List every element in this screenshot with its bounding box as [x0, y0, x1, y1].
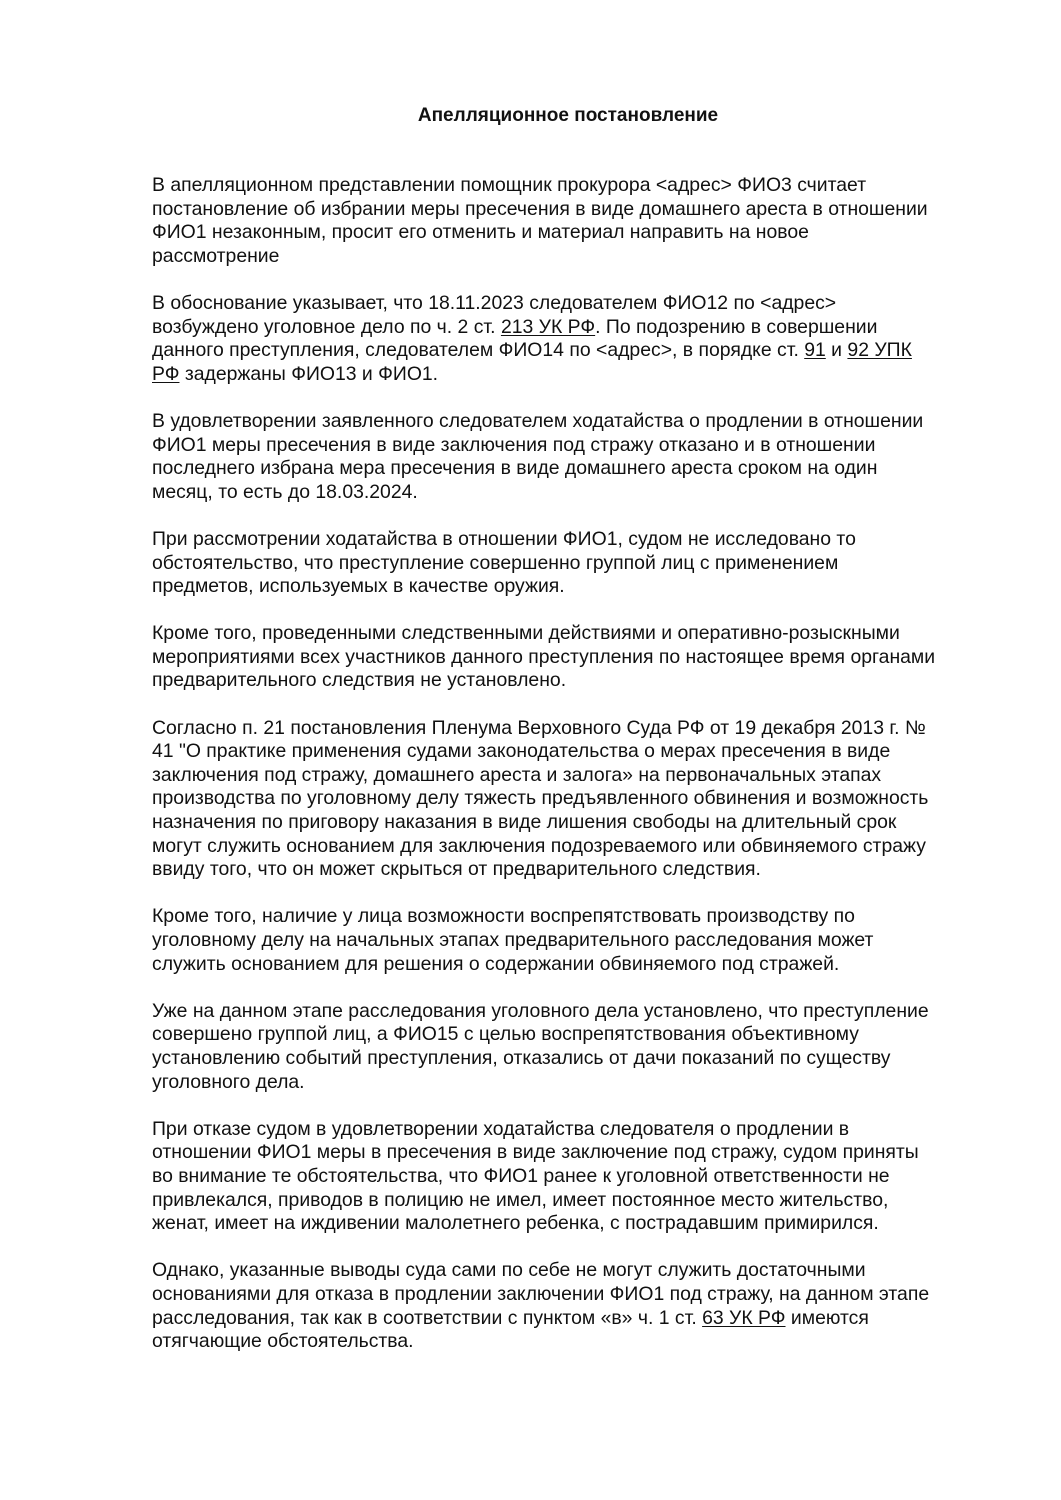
- text-fragment: . По подозрению в совершении: [595, 315, 878, 338]
- paragraph-established-facts: [152, 1000, 982, 1094]
- text-fragment: возбуждено уголовное дело по ч. 2 ст.: [152, 315, 501, 338]
- text-line: уголовному делу на начальных этапах предварительного расследования может: [152, 929, 874, 951]
- paragraph-grounds: [152, 292, 982, 386]
- document-title: Апелляционное постановление: [417, 105, 719, 126]
- text-line: ФИО1 незаконным, просит его отменить и материал направить на новое: [152, 221, 809, 244]
- text-line: основаниями для отказа в продлении заключении ФИО1 под стражу, на данном этапе: [152, 1282, 930, 1305]
- text-line: во внимание те обстоятельства, что ФИО1 ранее к уголовной ответственности не: [152, 1164, 890, 1187]
- link-91[interactable]: 91: [804, 339, 826, 362]
- text-line: предварительного следствия не установлено.: [152, 669, 567, 692]
- text-line: В удовлетворении заявленного следователем ходатайства о продлении в отношении: [152, 409, 924, 432]
- text-fragment: данного преступления, следователем ФИО14 по <адрес>, в порядке ст.: [152, 339, 805, 362]
- text-line: обстоятельство, что преступление совершенно группой лиц с применением: [152, 551, 839, 574]
- text-line: отягчающие обстоятельства.: [152, 1330, 414, 1353]
- document-body: [152, 174, 982, 1377]
- text-line: женат, имеет на иждивении малолетнего ребенка, с пострадавшим примирился.: [152, 1212, 879, 1235]
- paragraph-investigation: [152, 622, 982, 693]
- text-line: постановление об избрании меры пресечения в виде домашнего ареста в отношении: [152, 197, 928, 220]
- text-fragment: задержаны ФИО13 и ФИО1.: [179, 362, 439, 385]
- text-line: заключения под стражу, домашнего ареста и залога» на первоначальных этапах: [152, 763, 882, 786]
- paragraph-appeal-submission: [152, 174, 982, 268]
- text-fragment: имеются: [785, 1306, 869, 1329]
- text-line: 41 "О практике применения судами законодательства о мерах пресечения в виде: [152, 740, 891, 763]
- paragraph-aggravating-circumstances: [152, 1259, 982, 1353]
- text-line: месяц, то есть до 18.03.2024.: [152, 480, 418, 503]
- text-line: производства по уголовному делу тяжесть предъявленного обвинения и возможность: [152, 787, 929, 810]
- text-line: ФИО1 меры пресечения в виде заключения под стражу отказано и в отношении: [152, 433, 876, 456]
- text-line: уголовного дела.: [152, 1070, 305, 1093]
- text-line: [152, 339, 982, 363]
- text-line: привлекался, приводов в полицию не имел, имеет постоянное место жительство,: [152, 1188, 889, 1211]
- text-line: В апелляционном представлении помощник прокурора <адрес> ФИО3 считает: [152, 174, 867, 196]
- link-63-uk-rf[interactable]: 63 УК РФ: [702, 1306, 786, 1329]
- text-line: [152, 363, 982, 387]
- text-line: последнего избрана мера пресечения в виде домашнего ареста сроком на один: [152, 457, 878, 480]
- paragraph-obstruction: [152, 905, 982, 976]
- text-line: В обоснование указывает, что 18.11.2023 следователем ФИО12 по <адрес>: [152, 291, 837, 314]
- text-line: Согласно п. 21 постановления Пленума Верховного Суда РФ от 19 декабря 2013 г. №: [152, 716, 926, 739]
- text-line: рассмотрение: [152, 244, 280, 267]
- text-line: назначения по приговору наказания в виде лишения свободы на длительный срок: [152, 811, 897, 834]
- text-line: [152, 1307, 982, 1331]
- link-213-uk-rf[interactable]: 213 УК РФ: [500, 315, 596, 338]
- link-92-upk-rf-continued[interactable]: РФ: [152, 362, 180, 385]
- paragraph-plenum-resolution: [152, 717, 982, 882]
- text-line: При отказе судом в удовлетворении ходатайства следователя о продлении в: [152, 1117, 850, 1140]
- text-line: ввиду того, что он может скрыться от предварительного следствия.: [152, 858, 761, 881]
- text-line: Уже на данном этапе расследования уголовного дела установлено, что преступление: [152, 999, 929, 1022]
- text-fragment: и: [825, 339, 848, 362]
- text-line: отношении ФИО1 меры в пресечения в виде заключение под стражу, судом приняты: [152, 1141, 919, 1164]
- text-line: Однако, указанные выводы суда сами по себе не могут служить достаточными: [152, 1259, 866, 1282]
- text-line: установлению событий преступления, отказались от дачи показаний по существу: [152, 1046, 891, 1069]
- paragraph-court-considerations: [152, 1118, 982, 1236]
- text-fragment: расследования, так как в соответствии с пунктом «в» ч. 1 ст.: [152, 1306, 703, 1329]
- text-line: Кроме того, наличие у лица возможности воспрепятствовать производству по: [152, 905, 855, 928]
- text-line: могут служить основанием для заключения подозреваемого или обвиняемого стражу: [152, 834, 926, 857]
- text-line: предметов, используемых в качестве оружия.: [152, 575, 565, 598]
- text-line: При рассмотрении ходатайства в отношении ФИО1, судом не исследовано то: [152, 527, 856, 550]
- paragraph-refusal: [152, 410, 982, 504]
- paragraph-not-examined: [152, 528, 982, 599]
- text-line: совершено группой лиц, а ФИО15 с целью воспрепятствования объективному: [152, 1023, 859, 1046]
- text-line: [152, 316, 982, 340]
- text-line: Кроме того, проведенными следственными действиями и оперативно-розыскными: [152, 622, 900, 645]
- link-92-upk-rf[interactable]: 92 УПК: [847, 339, 912, 362]
- text-line: служить основанием для решения о содержании обвиняемого под стражей.: [152, 952, 840, 975]
- text-line: мероприятиями всех участников данного преступления по настоящее время органами: [152, 645, 936, 668]
